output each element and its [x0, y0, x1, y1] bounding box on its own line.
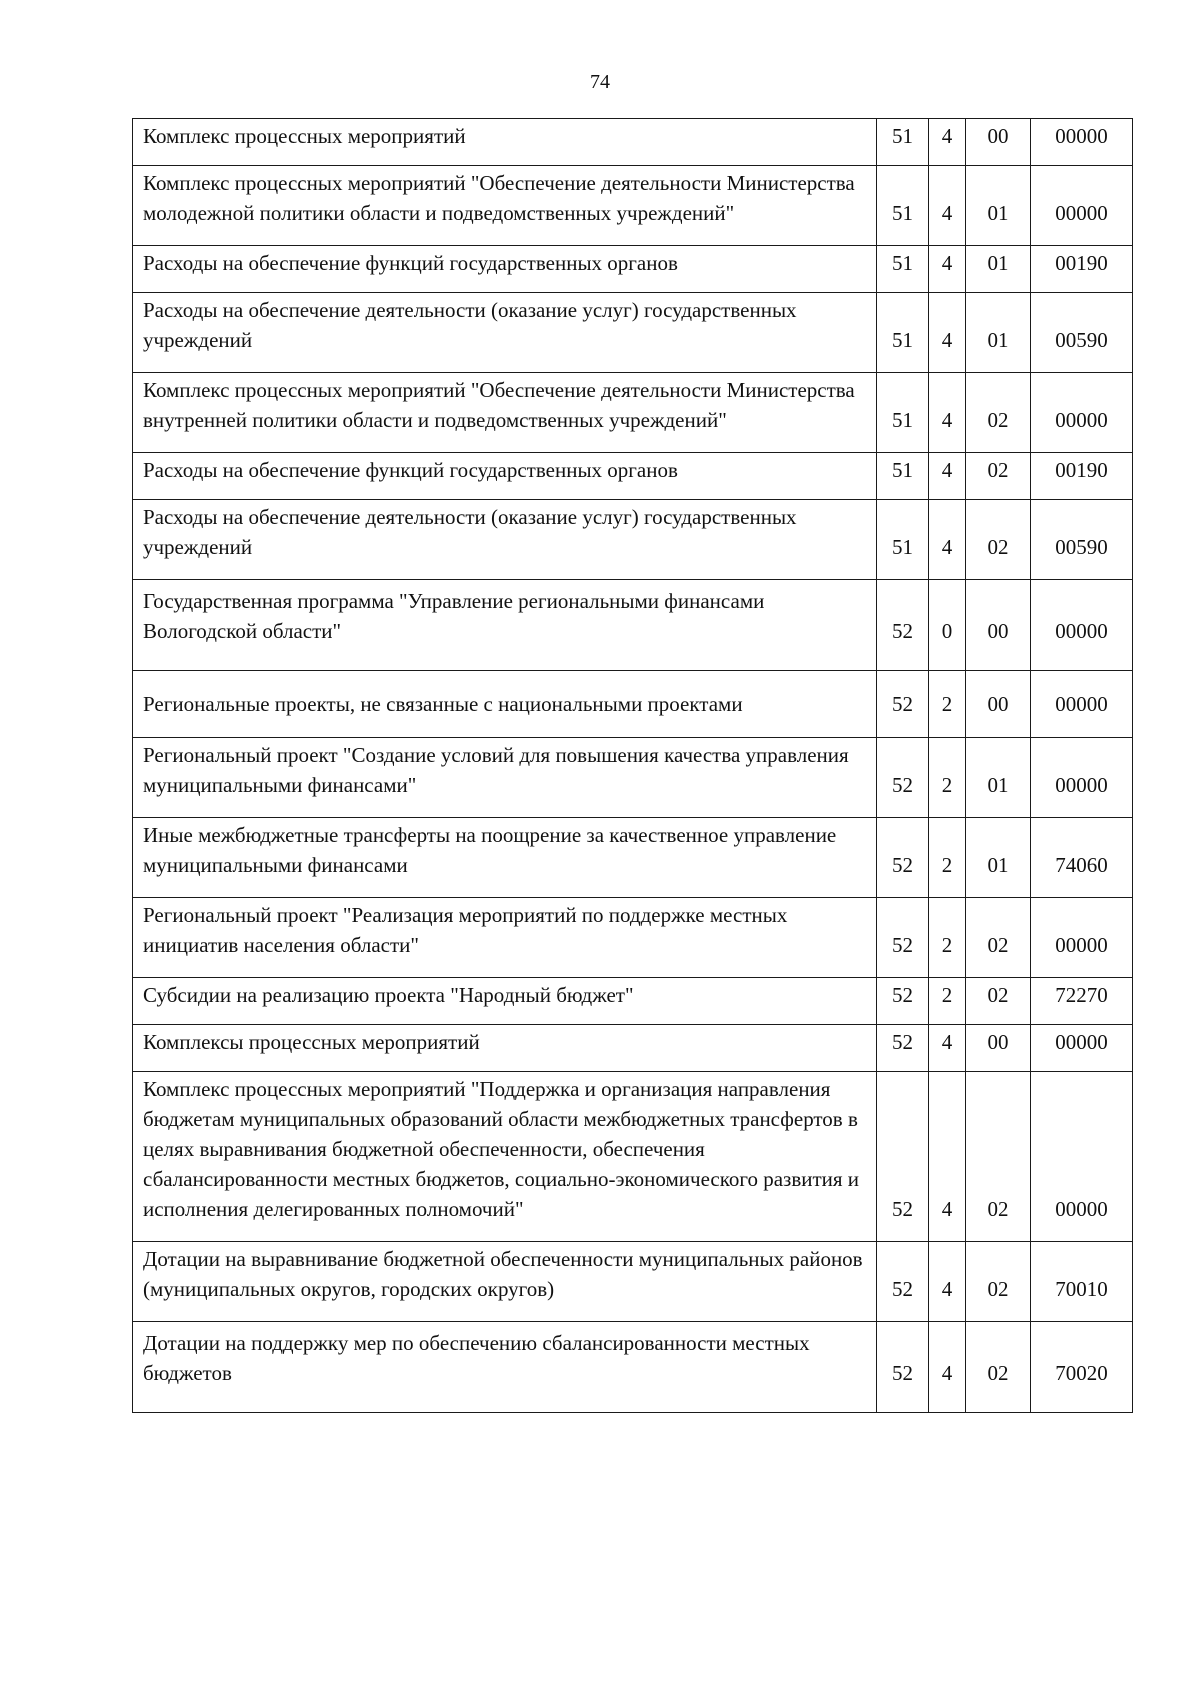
table-row	[133, 500, 1133, 580]
subprogram-type-code: 2	[929, 898, 966, 978]
structural-element-code: 01	[966, 818, 1031, 898]
subprogram-type-code: 4	[929, 1242, 966, 1322]
row-description: Комплексы процессных мероприятий	[133, 1025, 877, 1072]
subprogram-type-code: 2	[929, 671, 966, 738]
subprogram-type-code: 4	[929, 1025, 966, 1072]
program-code: 51	[877, 453, 929, 500]
expense-direction-code: 00000	[1031, 373, 1133, 453]
expense-direction-code: 70020	[1031, 1322, 1133, 1413]
program-code: 52	[877, 1242, 929, 1322]
program-code: 51	[877, 373, 929, 453]
row-description: Субсидии на реализацию проекта "Народный бюджет"	[133, 978, 877, 1025]
expense-direction-code: 00190	[1031, 453, 1133, 500]
subprogram-type-code: 4	[929, 373, 966, 453]
subprogram-type-code: 4	[929, 166, 966, 246]
structural-element-code: 02	[966, 1322, 1031, 1413]
table-row	[133, 119, 1133, 166]
subprogram-type-code: 0	[929, 580, 966, 671]
program-code: 51	[877, 166, 929, 246]
table-row	[133, 293, 1133, 373]
program-code: 51	[877, 119, 929, 166]
row-description: Комплекс процессных мероприятий "Обеспечение деятельности Министерства молодежной политики области и подведомственных учреждений"	[133, 166, 877, 246]
program-code: 52	[877, 1072, 929, 1242]
expense-direction-code: 70010	[1031, 1242, 1133, 1322]
structural-element-code: 02	[966, 373, 1031, 453]
table-row	[133, 166, 1133, 246]
expense-direction-code: 00000	[1031, 1025, 1133, 1072]
program-code: 52	[877, 978, 929, 1025]
subprogram-type-code: 4	[929, 1072, 966, 1242]
table-row	[133, 818, 1133, 898]
row-description: Расходы на обеспечение деятельности (оказание услуг) государственных учреждений	[133, 293, 877, 373]
expense-direction-code: 00000	[1031, 119, 1133, 166]
program-code: 52	[877, 671, 929, 738]
program-code: 51	[877, 246, 929, 293]
structural-element-code: 02	[966, 898, 1031, 978]
row-description: Комплекс процессных мероприятий	[133, 119, 877, 166]
program-code: 52	[877, 738, 929, 818]
subprogram-type-code: 4	[929, 500, 966, 580]
structural-element-code: 01	[966, 738, 1031, 818]
subprogram-type-code: 4	[929, 293, 966, 373]
structural-element-code: 02	[966, 1072, 1031, 1242]
structural-element-code: 01	[966, 166, 1031, 246]
table-row	[133, 1322, 1133, 1413]
row-description: Региональный проект "Реализация мероприятий по поддержке местных инициатив населения области"	[133, 898, 877, 978]
expense-direction-code: 00590	[1031, 500, 1133, 580]
structural-element-code: 01	[966, 293, 1031, 373]
row-description: Расходы на обеспечение деятельности (оказание услуг) государственных учреждений	[133, 500, 877, 580]
subprogram-type-code: 4	[929, 1322, 966, 1413]
row-description: Расходы на обеспечение функций государственных органов	[133, 246, 877, 293]
table-row	[133, 1025, 1133, 1072]
expense-direction-code: 00000	[1031, 166, 1133, 246]
structural-element-code: 00	[966, 1025, 1031, 1072]
structural-element-code: 02	[966, 500, 1031, 580]
expense-direction-code: 72270	[1031, 978, 1133, 1025]
row-description: Дотации на поддержку мер по обеспечению сбалансированности местных бюджетов	[133, 1322, 877, 1413]
table-row	[133, 1072, 1133, 1242]
expense-direction-code: 00000	[1031, 580, 1133, 671]
subprogram-type-code: 4	[929, 119, 966, 166]
expense-direction-code: 00000	[1031, 898, 1133, 978]
program-code: 52	[877, 1322, 929, 1413]
row-description: Комплекс процессных мероприятий "Обеспечение деятельности Министерства внутренней политики области и подведомственных учреждений"	[133, 373, 877, 453]
structural-element-code: 00	[966, 580, 1031, 671]
program-code: 52	[877, 818, 929, 898]
program-code: 51	[877, 293, 929, 373]
table-row	[133, 580, 1133, 671]
structural-element-code: 02	[966, 978, 1031, 1025]
subprogram-type-code: 4	[929, 453, 966, 500]
structural-element-code: 00	[966, 671, 1031, 738]
row-description: Дотации на выравнивание бюджетной обеспеченности муниципальных районов (муниципальных округов, городских округов)	[133, 1242, 877, 1322]
page-number: 74	[590, 71, 610, 93]
program-code: 52	[877, 1025, 929, 1072]
table-row	[133, 246, 1133, 293]
budget-classification-table	[132, 118, 1133, 1413]
expense-direction-code: 00000	[1031, 1072, 1133, 1242]
subprogram-type-code: 4	[929, 246, 966, 293]
program-code: 52	[877, 580, 929, 671]
table-row	[133, 671, 1133, 738]
table-row	[133, 453, 1133, 500]
subprogram-type-code: 2	[929, 818, 966, 898]
subprogram-type-code: 2	[929, 738, 966, 818]
subprogram-type-code: 2	[929, 978, 966, 1025]
table-row	[133, 1242, 1133, 1322]
expense-direction-code: 00000	[1031, 671, 1133, 738]
structural-element-code: 02	[966, 1242, 1031, 1322]
table-row	[133, 898, 1133, 978]
row-description: Расходы на обеспечение функций государственных органов	[133, 453, 877, 500]
structural-element-code: 00	[966, 119, 1031, 166]
program-code: 51	[877, 500, 929, 580]
row-description: Региональный проект "Создание условий для повышения качества управления муниципальными финансами"	[133, 738, 877, 818]
expense-direction-code: 00590	[1031, 293, 1133, 373]
table-row	[133, 373, 1133, 453]
structural-element-code: 01	[966, 246, 1031, 293]
row-description: Комплекс процессных мероприятий "Поддержка и организация направления бюджетам муниципальных образований области межбюджетных трансфертов в целях выравнивания бюджетной обеспеченности, обеспечения сбалансированности местных бюджетов, социально-экономического развития и исполнения делегированных полномочий"	[133, 1072, 877, 1242]
row-description: Иные межбюджетные трансферты на поощрение за качественное управление муниципальными финансами	[133, 818, 877, 898]
table-row	[133, 978, 1133, 1025]
structural-element-code: 02	[966, 453, 1031, 500]
expense-direction-code: 74060	[1031, 818, 1133, 898]
row-description: Региональные проекты, не связанные с национальными проектами	[133, 671, 877, 738]
row-description: Государственная программа "Управление региональными финансами Вологодской области"	[133, 580, 877, 671]
expense-direction-code: 00000	[1031, 738, 1133, 818]
program-code: 52	[877, 898, 929, 978]
table-row	[133, 738, 1133, 818]
expense-direction-code: 00190	[1031, 246, 1133, 293]
